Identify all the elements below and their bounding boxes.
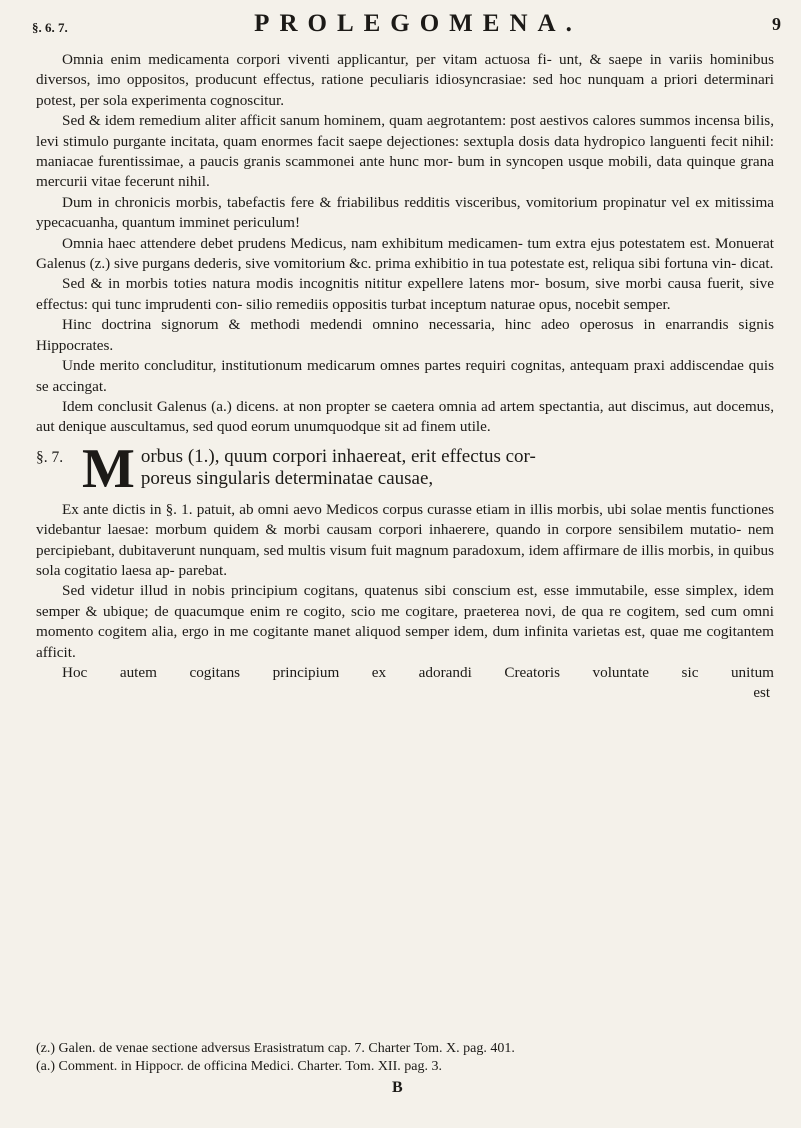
footnote: (a.) Comment. in Hippocr. de officina Medici. Charter. Tom. XII. pag. 3. [36, 1058, 442, 1074]
footnote: (z.) Galen. de venae sectione adversus Erasistratum cap. 7. Charter Tom. X. pag. 401. [36, 1041, 515, 1056]
section-statement [141, 444, 536, 491]
catchword: est [753, 685, 770, 702]
drop-capital: M [82, 437, 135, 500]
signature-mark: B [392, 1079, 403, 1096]
page-number: 9 [772, 14, 781, 34]
main-text [36, 50, 774, 704]
paragraph: Omnia enim medicamenta corpori viventi applicantur, per vitam actuosa fi- unt, & saepe in variis hominibus diversos, imo oppositos, producunt effectus, ratione peculiaris idiosyncrasiae: sed hoc nunquam a priori determinari potest, per sola experimenta cognoscitur. [36, 51, 774, 109]
paragraph: Unde merito concluditur, institutionum medicarum omnes partes requiri cognitas, antequam praxi addiscendae quis se accingat. [36, 357, 774, 395]
running-header [18, 8, 783, 48]
paragraph: Omnia haec attendere debet prudens Medicus, nam exhibitum medicamen- tum extra ejus potestatem est. Monuerat Galenus (z.) sive purgans dederis, sive vomitorium &c. prima exhibitio in tua potestate est, reliqua sibi fortuna vin- dicat. [36, 234, 774, 273]
section-statement-line: orbus (1.), quum corpori inhaereat, erit effectus cor- [140, 445, 536, 467]
paragraph: Sed & in morbis toties natura modis incognitis nititur expellere latens mor- bosum, sive morbi causa fuerit, sive effectus: qui tunc imprudenti con- silio remediis oppositis turbat inceptum naturae opus, nocebit semper. [36, 275, 774, 313]
running-title: PROLEGOMENA. [254, 10, 582, 37]
paragraph: Ex ante dictis in §. 1. patuit, ab omni aevo Medicos corpus curasse etiam in illis morbis, ubi solae mentis functiones videbantur laesae: morbum quidem & morbi causam corpori inhaerere, quando in corpore sensibilem mutatio- nem percipiebant, dubitaverunt nunquam, sed multis visum fuit magnum paradoxum, idem affirmare de illis morbis, in quibus sola cogitatio laesa ap- parebat. [36, 500, 774, 579]
paragraph: Hinc doctrina signorum & methodi medendi omnino necessaria, hinc adeo operosus in enarrandis signis Hippocrates. [36, 316, 774, 354]
paragraph: Idem conclusit Galenus (a.) dicens. at non propter se caetera omnia ad artem spectantia, aut discimus, aut docemus, aut denique auscultamus, sed quod eorum unumquodque sit ad finem utile. [36, 397, 774, 436]
paragraph: Sed videtur illud in nobis principium cogitans, quatenus sibi conscium est, esse immutabile, esse simplex, idem semper & ubique; de quacumque enim re cogito, scio me cogitare, praeterea novi, de qua re cogitem, sed cum omni momento cogitem alia, ergo in me cogitante manet aliquod semper idem, dum infinita varietas est, quae me cogitantem afficit. [36, 582, 774, 661]
paragraph: Dum in chronicis morbis, tabefactis fere & friabilibus redditis visceribus, vomitorium propinatur vel ex mitissima ypecacuanha, quantum imminet periculum! [36, 193, 774, 232]
paragraph: Hoc autem cogitans principium ex adorandi Creatoris voluntate sic unitum [62, 663, 774, 681]
header-section-ref: §. 6. 7. [32, 20, 68, 35]
section-statement-line: poreus singularis determinatae causae, [140, 468, 434, 490]
paragraph: Sed & idem remedium aliter afficit sanum hominem, quam aegrotantem: post aestivos calores summos incensa bilis, levi stimulo purgante incitata, quam enormes facit saepe dejectiones: sextupla dosis data hydropico languenti fecit nihil: maniacae furentissimae, a paucis granis scammonei ante hunc mor- bum in syncopen usque mobili, data quinque grana mercurii vitae fecerunt nihil. [36, 112, 774, 191]
section-7-heading [36, 437, 774, 500]
section-number: §. 7. [36, 448, 64, 466]
footnotes [36, 1040, 774, 1075]
